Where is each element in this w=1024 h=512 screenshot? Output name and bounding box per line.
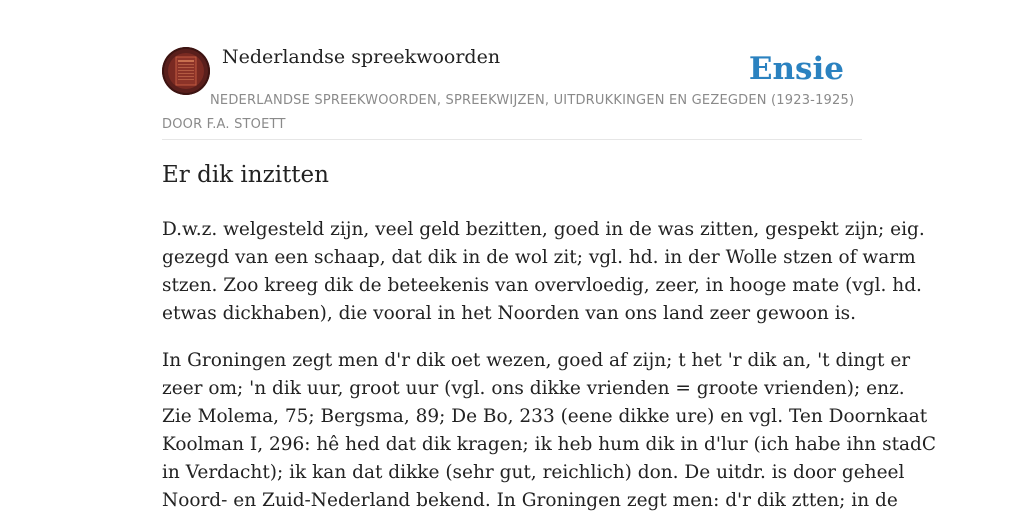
source-header: [162, 40, 862, 140]
text-line: etwas dickhaben), die vooral in het Noorden van ons land zeer gewoon is.: [162, 303, 856, 324]
entry-paragraph: [162, 347, 937, 512]
source-subtitle: NEDERLANDSE SPREEKWOORDEN, SPREEKWIJZEN, UITDRUKKINGEN EN GEZEGDEN (1923-1925): [210, 93, 855, 108]
entry-body: [162, 216, 937, 512]
text-line: gezegd van een schaap, dat dik in de wol zit; vgl. hd. in der Wolle stzen of warm: [162, 247, 916, 268]
header-divider: [162, 139, 862, 140]
source-author: DOOR F.A. STOETT: [162, 117, 286, 132]
text-line: In Groningen zegt men d'r dik oet wezen, goed af zijn; t het 'r dik an, 't dingt er: [162, 350, 911, 371]
text-line: Zie Molema, 75; Bergsma, 89; De Bo, 233 (eene dikke ure) en vgl. Ten Doornkaat: [162, 406, 928, 427]
brand-logo[interactable]: Ensie: [748, 51, 844, 87]
text-line: in Verdacht); ik kan dat dikke (sehr gut, reichlich) don. De uitdr. is door geheel: [162, 462, 905, 483]
text-line: stzen. Zoo kreeg dik de beteekenis van overvloedig, zeer, in hooge mate (vgl. hd.: [162, 275, 922, 296]
text-line: Noord- en Zuid-Nederland bekend. In Groningen zegt men: d'r dik ztten; in de: [162, 490, 898, 511]
book-cover-icon[interactable]: [162, 47, 210, 95]
entry-title: Er dik inzitten: [162, 162, 329, 188]
source-title[interactable]: Nederlandse spreekwoorden: [222, 46, 501, 68]
entry-paragraph: [162, 216, 925, 328]
text-line: D.w.z. welgesteld zijn, veel geld bezitten, goed in de was zitten, gespekt zijn; eig.: [162, 219, 925, 240]
text-line: Koolman I, 296: hê hed dat dik kragen; ik heb hum dik in d'lur (ich habe ihn stadC: [162, 434, 937, 455]
text-line: zeer om; 'n dik uur, groot uur (vgl. ons dikke vrienden = groote vrienden); enz.: [162, 378, 905, 399]
